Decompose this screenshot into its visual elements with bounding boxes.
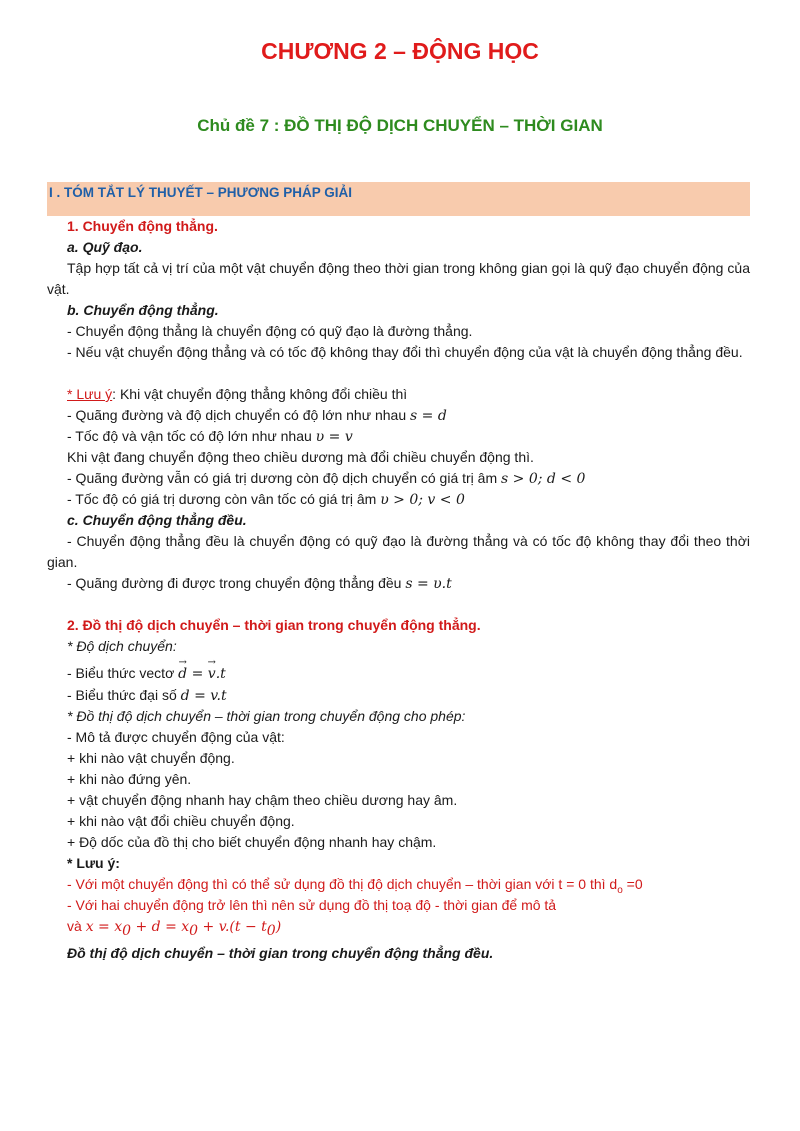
part1-b-line2-content: - Nếu vật chuyển động thẳng và có tốc độ không thay đổi thì chuyển động của vật là chuyển động thẳng đều. bbox=[67, 344, 743, 360]
part1-c-heading: c. Chuyển động thẳng đều. bbox=[67, 512, 247, 528]
part1-c-line2-math: s = υ.t bbox=[405, 576, 452, 592]
note-line-4-text: - Quãng đường vẫn có giá trị dương còn độ dịch chuyển có giá trị âm bbox=[67, 470, 502, 486]
vector-expression-text: - Biểu thức vectơ bbox=[67, 665, 179, 681]
algebraic-expression bbox=[67, 686, 227, 705]
note-line-2 bbox=[67, 427, 353, 446]
part1-b-line2 bbox=[47, 342, 750, 363]
formula-a: x = x bbox=[85, 919, 123, 935]
part1-heading: 1. Chuyển động thẳng. bbox=[67, 218, 218, 234]
red-line-1-text: - Với một chuyển động thì có thể sử dụng đồ thị độ dịch chuyển – thời gian với t = 0 thì d bbox=[67, 876, 618, 892]
part2-line-1: - Mô tả được chuyển động của vật: bbox=[67, 729, 285, 745]
note-line-5-text: - Tốc độ có giá trị dương còn vân tốc có giá trị âm bbox=[67, 491, 381, 507]
vector-expression bbox=[67, 664, 226, 683]
note-line-1-text: - Quãng đường và độ dịch chuyển có độ lớn như nhau bbox=[67, 407, 410, 423]
red-line-1-end: =0 bbox=[622, 876, 643, 892]
vector-v: → v bbox=[208, 665, 216, 683]
note-star: * Lưu ý bbox=[67, 386, 113, 402]
note-line-4 bbox=[67, 469, 585, 488]
section-heading: I . TÓM TẮT LÝ THUYẾT – PHƯƠNG PHÁP GIẢI bbox=[49, 185, 352, 200]
topic-title: Chủ đề 7 : ĐỒ THỊ ĐỘ DỊCH CHUYỂN – THỜI GIAN bbox=[197, 116, 603, 135]
part1-c-line2 bbox=[67, 574, 452, 593]
formula-d: ) bbox=[275, 919, 282, 935]
part2-red-line-3 bbox=[67, 917, 281, 940]
note-line-2-text: - Tốc độ và vận tốc có độ lớn như nhau bbox=[67, 428, 316, 444]
part1-c-line2-text: - Quãng đường đi được trong chuyển động thẳng đều bbox=[67, 575, 406, 591]
part1-c-line1 bbox=[47, 531, 750, 573]
part2-note-heading: * Lưu ý: bbox=[67, 855, 120, 871]
part2-red-line-2: - Với hai chuyển động trở lên thì nên sử dụng đồ thị toạ độ - thời gian để mô tả bbox=[67, 897, 557, 913]
note-line bbox=[67, 385, 407, 403]
part1-a-text bbox=[47, 258, 750, 300]
part2-line-4: + vật chuyển động nhanh hay chậm theo chiều dương hay âm. bbox=[67, 792, 458, 808]
formula-sub-3: 0 bbox=[266, 922, 276, 939]
note-line-5-math: υ > 0; v < 0 bbox=[380, 492, 465, 508]
algebraic-expression-math: d = v.t bbox=[180, 688, 227, 704]
note-line-1 bbox=[67, 406, 447, 425]
red-line-3-text: và bbox=[67, 918, 86, 934]
part2-line-6: + Độ dốc của đồ thị cho biết chuyển động nhanh hay chậm. bbox=[67, 834, 437, 850]
part2-final-heading: Đồ thị độ dịch chuyển – thời gian trong chuyển động thẳng đều. bbox=[67, 945, 494, 961]
algebraic-expression-text: - Biểu thức đại số bbox=[67, 687, 181, 703]
note-line-4-math: s > 0; d < 0 bbox=[501, 471, 586, 487]
formula-sub-1: 0 bbox=[122, 922, 132, 939]
part2-heading: 2. Đồ thị độ dịch chuyển – thời gian trong chuyển động thẳng. bbox=[67, 617, 481, 633]
vector-t: .t bbox=[215, 666, 226, 682]
formula-c: + v.(t − t bbox=[198, 919, 267, 935]
part2-sub1: * Độ dịch chuyển: bbox=[67, 638, 177, 654]
part1-a-heading: a. Quỹ đạo. bbox=[67, 239, 143, 255]
formula-sub-2: 0 bbox=[189, 922, 199, 939]
part1-c-line1-content: - Chuyển động thẳng đều là chuyển động có quỹ đạo là đường thẳng và có tốc độ không thay đổi theo thời gian. bbox=[47, 533, 750, 570]
part2-line-3: + khi nào đứng yên. bbox=[67, 771, 192, 787]
vector-d: → d bbox=[178, 665, 187, 683]
note-line-1-math: s = d bbox=[410, 408, 447, 424]
part2-line-2: + khi nào vật chuyển động. bbox=[67, 750, 235, 766]
note-line-5 bbox=[67, 490, 465, 509]
part1-b-line1: - Chuyển động thẳng là chuyển động có quỹ đạo là đường thẳng. bbox=[67, 323, 473, 339]
note-text: : Khi vật chuyển động thẳng không đổi chiều thì bbox=[112, 386, 408, 402]
chapter-title: CHƯƠNG 2 – ĐỘNG HỌC bbox=[261, 38, 539, 64]
vector-eq: = bbox=[187, 666, 208, 682]
formula-b: + d = x bbox=[131, 919, 190, 935]
note-line-2-math: υ = v bbox=[315, 429, 353, 445]
red-line-1-sub: o bbox=[617, 884, 623, 896]
part2-line-5: + khi nào vật đổi chiều chuyển động. bbox=[67, 813, 295, 829]
part1-b-heading: b. Chuyển động thẳng. bbox=[67, 302, 219, 318]
part2-sub2: * Đồ thị độ dịch chuyển – thời gian trong chuyển động cho phép: bbox=[67, 708, 466, 724]
note-line-3: Khi vật đang chuyển động theo chiều dương mà đổi chiều chuyển động thì. bbox=[67, 449, 534, 465]
part1-a-text-content: Tập hợp tất cả vị trí của một vật chuyển động theo thời gian trong không gian gọi là quỹ đạo chuyển động của vật. bbox=[47, 260, 750, 297]
